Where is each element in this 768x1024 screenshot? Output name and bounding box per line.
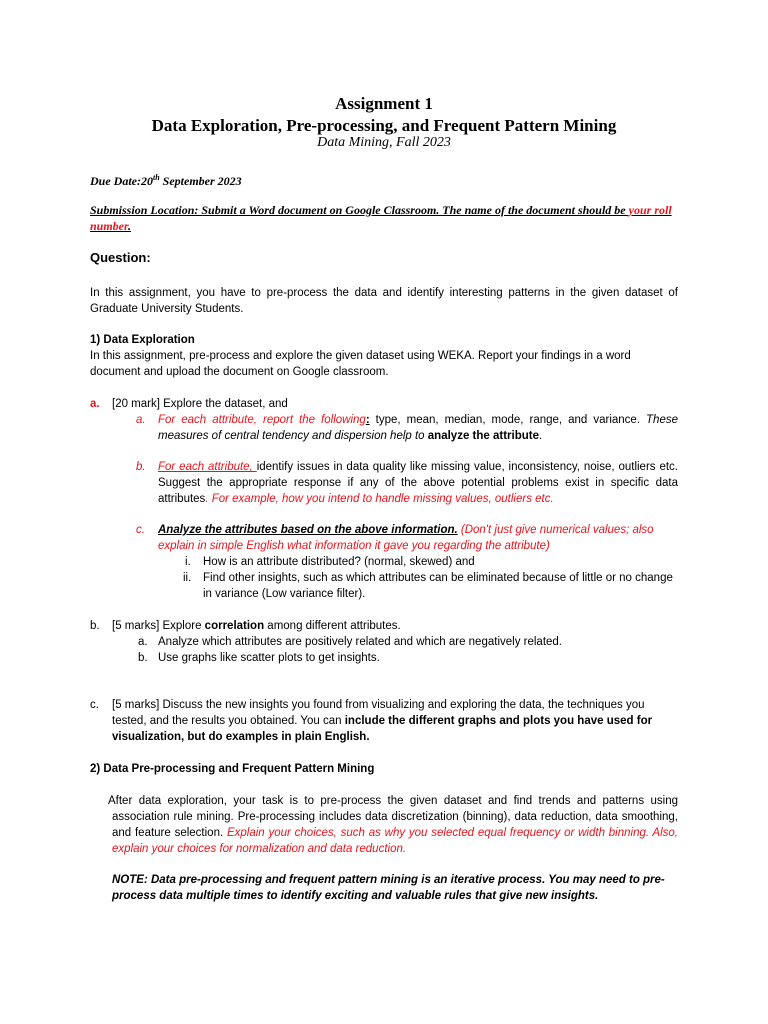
assignment-subject-title: Data Exploration, Pre-processing, and Frequent Pattern Mining	[151, 116, 617, 135]
item-a-sub-a-marker: a.	[136, 414, 146, 426]
submission-location: Submission Location: Submit a Word document on Google Classroom. The name of the document should be your roll number.	[90, 203, 672, 233]
course-subtitle: Data Mining, Fall 2023	[317, 135, 451, 150]
item-a-text: [20 mark] Explore the dataset, and	[112, 398, 288, 410]
item-b-text: [5 marks] Explore correlation among different attributes.	[112, 620, 401, 632]
section1-text: In this assignment, pre-process and explore the given dataset using WEKA. Report your findings in a word document and upload the document on Google classroom.	[90, 350, 631, 378]
item-a-sub-c-ii-marker: ii.	[183, 572, 192, 584]
item-b-sub-b-marker: b.	[138, 652, 148, 664]
item-c-text: [5 marks] Discuss the new insights you found from visualizing and exploring the data, the techniques you tested, and the results you obtained. You can include the different graphs and plots you have used for visualization, but do examples in plain English.	[112, 699, 653, 743]
item-a-sub-c-i-marker: i.	[185, 556, 191, 568]
assignment-title: Assignment 1	[335, 94, 433, 113]
item-b-marker: b.	[90, 620, 100, 632]
item-a-marker: a.	[90, 398, 100, 410]
intro-paragraph: In this assignment, you have to pre-process the data and identify interesting patterns in the given dataset of Graduate University Students.	[90, 287, 678, 315]
item-c-marker: c.	[90, 699, 99, 711]
item-a-sub-b-marker: b.	[136, 461, 146, 473]
item-a-sub-c-ii-text: Find other insights, such as which attributes can be eliminated because of little or no change in variance (Low variance filter).	[203, 572, 673, 600]
item-b-sub-a-text: Analyze which attributes are positively related and which are negatively related.	[158, 636, 562, 648]
section2-note: NOTE: Data pre-processing and frequent pattern mining is an iterative process. You may need to pre-process data multiple times to identify exciting and valuable rules that give new insights.	[112, 874, 665, 902]
item-a-sub-a-text: For each attribute, report the following: type, mean, median, mode, range, and variance. These measures of central tendency and dispersion help to analyze the attribute.	[158, 414, 678, 442]
item-a-sub-b-text: For each attribute, identify issues in data quality like missing value, inconsistency, noise, outliers etc. Suggest the appropriate response if any of the above potential problems exist in specific data attributes. For example, how you intend to handle missing values, outliers etc.	[158, 461, 678, 505]
section1-heading: 1) Data Exploration	[90, 334, 195, 346]
item-b-sub-b-text: Use graphs like scatter plots to get insights.	[158, 652, 380, 664]
item-a-sub-c-marker: c.	[136, 524, 145, 536]
section2-heading: 2) Data Pre-processing and Frequent Pattern Mining	[90, 763, 375, 775]
due-date: Due Date:20th September 2023	[90, 173, 242, 188]
question-heading: Question:	[90, 250, 151, 265]
item-a-sub-c-text: Analyze the attributes based on the above information. (Don't just give numerical values; also explain in simple English what information it gave you regarding the attribute)	[158, 524, 654, 552]
item-a-sub-c-i-text: How is an attribute distributed? (normal, skewed) and	[203, 556, 475, 568]
item-b-sub-a-marker: a.	[138, 636, 148, 648]
section2-text: After data exploration, your task is to pre-process the given dataset and find trends and patterns using association rule mining. Pre-processing includes data discretization (binning), data reduction, data smoothing, and feature selection. Explain your choices, such as why you selected equal frequency or width binning. Also, explain your choices for normalization and data reduction.	[108, 795, 678, 855]
